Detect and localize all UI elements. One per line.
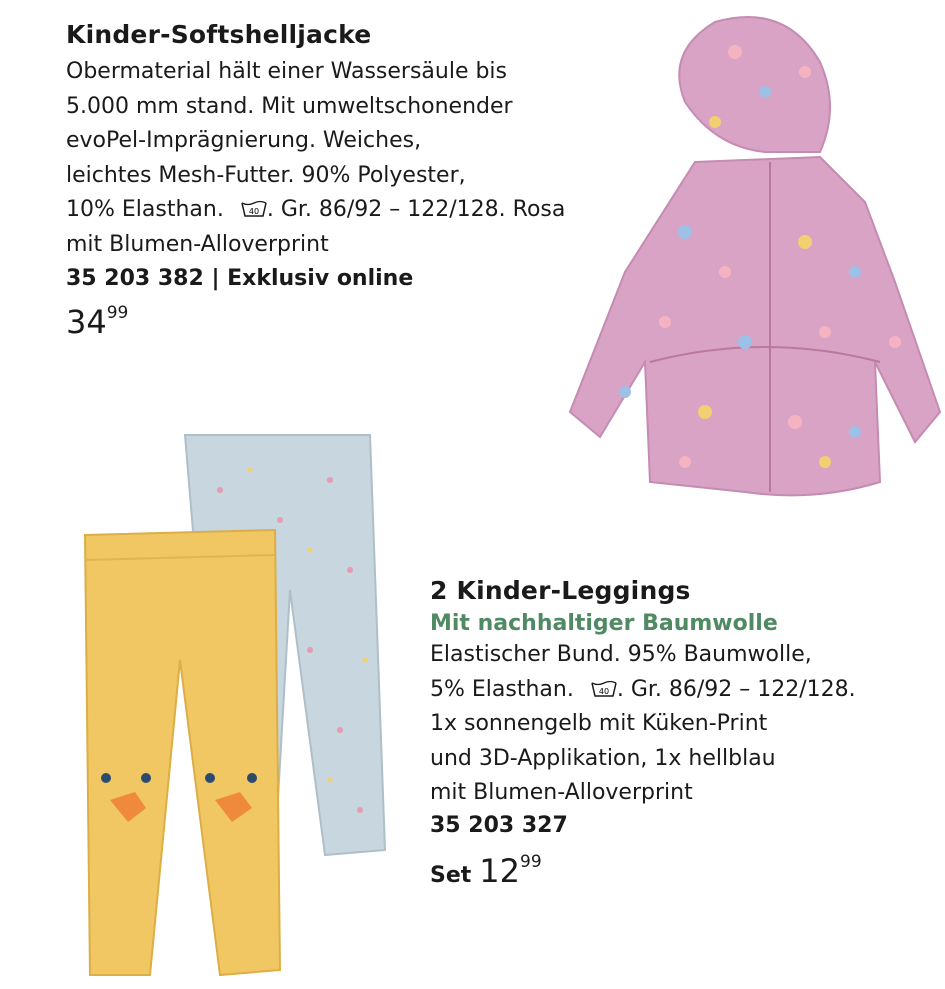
product2-desc-line: und 3D-Applikation, 1x hellblau	[430, 745, 776, 771]
wash-40-icon	[591, 680, 617, 698]
product2-text	[430, 576, 930, 890]
product1-title: Kinder-Softshelljacke	[66, 20, 372, 49]
wash-40-icon	[241, 200, 267, 218]
product2-article: 35 203 327	[430, 812, 568, 838]
product2-desc-line: 1x sonnengelb mit Küken-Print	[430, 711, 768, 736]
product1-desc-line	[66, 193, 626, 228]
product2-desc-part: 5% Elasthan.	[430, 676, 574, 702]
leggings-image	[80, 430, 400, 985]
jacket-image	[565, 12, 945, 502]
care-label: 40	[248, 207, 259, 216]
product1-desc-line: 5.000 mm stand. Mit umweltschonender	[66, 93, 513, 119]
product2-description	[430, 638, 930, 811]
product2-desc-line: Elastischer Bund. 95% Baumwolle,	[430, 642, 812, 667]
product1-desc-line: evoPel-Imprägnierung. Weiches,	[66, 128, 422, 153]
product1-desc-part: . Gr. 86/92 – 122/128. Rosa	[266, 197, 566, 222]
price-prefix: Set	[430, 862, 472, 888]
price-main: 34	[66, 303, 107, 341]
product2-title: 2 Kinder-Leggings	[430, 576, 691, 605]
product1-desc-part: 10% Elasthan.	[66, 197, 224, 222]
product1-desc-line: mit Blumen-Alloverprint	[66, 231, 329, 257]
product2-price	[430, 852, 930, 890]
product1-price	[66, 303, 626, 341]
product1-text	[66, 20, 626, 341]
price-main: 12	[479, 851, 521, 890]
product1-description	[66, 55, 626, 262]
product2-subtitle: Mit nachhaltiger Baumwolle	[430, 611, 778, 636]
price-cents: 99	[520, 851, 542, 872]
product2-desc-line: mit Blumen-Alloverprint	[430, 780, 693, 805]
product1-desc-line: leichtes Mesh-Futter. 90% Polyester,	[66, 162, 466, 188]
care-label: 40	[598, 686, 609, 696]
product2-desc-part: . Gr. 86/92 – 122/128.	[616, 676, 856, 702]
product1-desc-line: Obermaterial hält einer Wassersäule bis	[66, 59, 508, 84]
price-cents: 99	[106, 303, 129, 323]
product2-desc-line	[430, 673, 930, 708]
product1-article: 35 203 382 | Exklusiv online	[66, 266, 414, 291]
